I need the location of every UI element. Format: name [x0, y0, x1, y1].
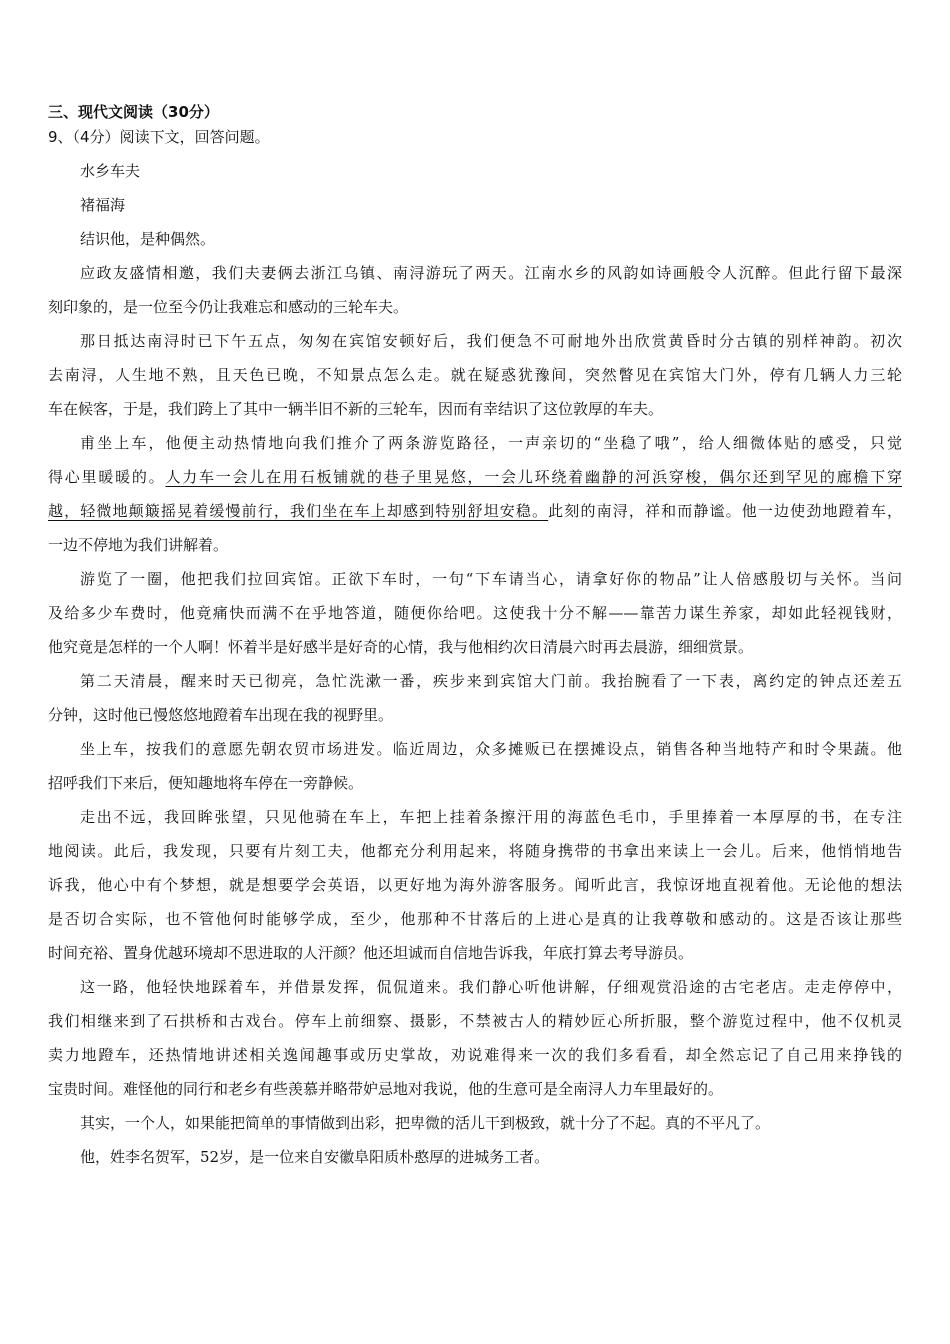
underlined-sentence: 人力车一会儿在用石板铺就的巷子里晃悠，一会儿环绕着幽静的河浜穿梭，偶尔还到罕见的廊檐下穿	[165, 468, 902, 486]
paragraph-line: 分钟，这时他已慢悠悠地蹬着车出现在我的视野里。	[48, 706, 394, 724]
paragraph-line: 应政友盛情相邀，我们夫妻俩去浙江乌镇、南浔游玩了两天。江南水乡的风韵如诗画般令人沉醉。但此行留下最深	[80, 264, 902, 282]
section-title: 三、现代文阅读（30分）	[48, 103, 219, 121]
article-title: 水乡车夫	[80, 162, 141, 180]
underlined-sentence: 越，轻微地颠簸摇晃着缓慢前行，我们坐在车上却感到特别舒坦安稳。	[48, 502, 549, 520]
paragraph-line: 时间充裕、置身优越环境却不思进取的人汗颜？他还坦诚而自信地告诉我，年底打算去考导游员。	[48, 944, 694, 962]
paragraph-line: 一边不停地为我们讲解着。	[48, 536, 229, 554]
paragraph-line: 甫坐上车，他便主动热情地向我们推介了两条游览路径，一声亲切的“坐稳了哦”，给人细微体贴的感受，只觉	[80, 434, 902, 452]
paragraph-line: 是否切合实际，也不管他何时能够学成，至少，他那种不甘落后的上进心是真的让我尊敬和感动的。这是否该让那些	[48, 910, 902, 928]
plain-text: 此刻的南浔，祥和而静谧。他一边使劲地蹬着车，	[548, 502, 902, 520]
paragraph-line: 游览了一圈，他把我们拉回宾馆。正欲下车时，一句“下车请当心，请拿好你的物品”让人倍感殷切与关怀。当问	[80, 570, 902, 588]
paragraph-line	[48, 501, 902, 521]
paragraph-line: 宝贵时间。难怪他的同行和老乡有些羡慕并略带妒忌地对我说，他的生意可是全南浔人力车里最好的。	[48, 1080, 724, 1098]
paragraph-line: 地阅读。此后，我发现，只要有片刻工夫，他都充分利用起来，将随身携带的书拿出来读上一会儿。后来，他悄悄地告	[48, 842, 902, 860]
paragraph-line: 结识他，是种偶然。	[80, 230, 216, 248]
question-prompt: 9、（4分）阅读下文，回答问题。	[48, 128, 270, 146]
paragraph-line: 这一路，他轻快地踩着车，并借景发挥，侃侃道来。我们静心听他讲解，仔细观赏沿途的古宅老店。走走停停中，	[80, 978, 902, 996]
article-author: 褚福海	[80, 196, 126, 214]
paragraph-line: 刻印象的，是一位至今仍让我难忘和感动的三轮车夫。	[48, 298, 409, 316]
paragraph-line: 他，姓李名贺军，52岁，是一位来自安徽阜阳质朴憨厚的进城务工者。	[80, 1148, 550, 1166]
paragraph-line: 坐上车，按我们的意愿先朝农贸市场进发。临近周边，众多摊贩已在摆摊设点，销售各种当地特产和时令果蔬。他	[80, 740, 902, 758]
paragraph-line	[48, 467, 902, 487]
paragraph-line: 那日抵达南浔时已下午五点，匆匆在宾馆安顿好后，我们便急不可耐地外出欣赏黄昏时分古镇的别样神韵。初次	[80, 332, 902, 350]
paragraph-line: 他究竟是怎样的一个人啊！怀着半是好感半是好奇的心情，我与他相约次日清晨六时再去晨游，细细赏景。	[48, 638, 754, 656]
plain-text: 得心里暖暖的。	[48, 468, 166, 486]
paragraph-line: 其实，一个人，如果能把简单的事情做到出彩，把卑微的活儿干到极致，就十分了不起。真的不平凡了。	[80, 1114, 771, 1132]
paragraph-line: 及给多少车费时，他竟痛快而满不在乎地答道，随便你给吧。这使我十分不解——靠苦力谋生养家，却如此轻视钱财，	[48, 604, 902, 622]
paragraph-line: 诉我，他心中有个梦想，就是想要学会英语，以更好地为海外游客服务。闻听此言，我惊讶地直视着他。无论他的想法	[48, 876, 902, 894]
paragraph-line: 第二天清晨，醒来时天已彻亮，急忙洗漱一番，疾步来到宾馆大门前。我抬腕看了一下表，离约定的钟点还差五	[80, 672, 902, 690]
paragraph-line: 我们相继来到了石拱桥和古戏台。停车上前细察、摄影，不禁被古人的精妙匠心所折服，整个游览过程中，他不仅机灵	[48, 1012, 902, 1030]
paragraph-line: 走出不远，我回眸张望，只见他骑在车上，车把上挂着条擦汗用的海蓝色毛巾，手里捧着一本厚厚的书，在专注	[80, 808, 902, 826]
paragraph-line: 卖力地蹬车，还热情地讲述相关逸闻趣事或历史掌故，劝说难得来一次的我们多看看，却全然忘记了自己用来挣钱的	[48, 1046, 902, 1064]
paragraph-line: 招呼我们下来后，便知趣地将车停在一旁静候。	[48, 774, 364, 792]
paragraph-line: 去南浔，人生地不熟，且天色已晚，不知景点怎么走。就在疑惑犹豫间，突然瞥见在宾馆大门外，停有几辆人力三轮	[48, 366, 902, 384]
paragraph-line: 车在候客，于是，我们跨上了其中一辆半旧不新的三轮车，因而有幸结识了这位敦厚的车夫。	[48, 400, 664, 418]
